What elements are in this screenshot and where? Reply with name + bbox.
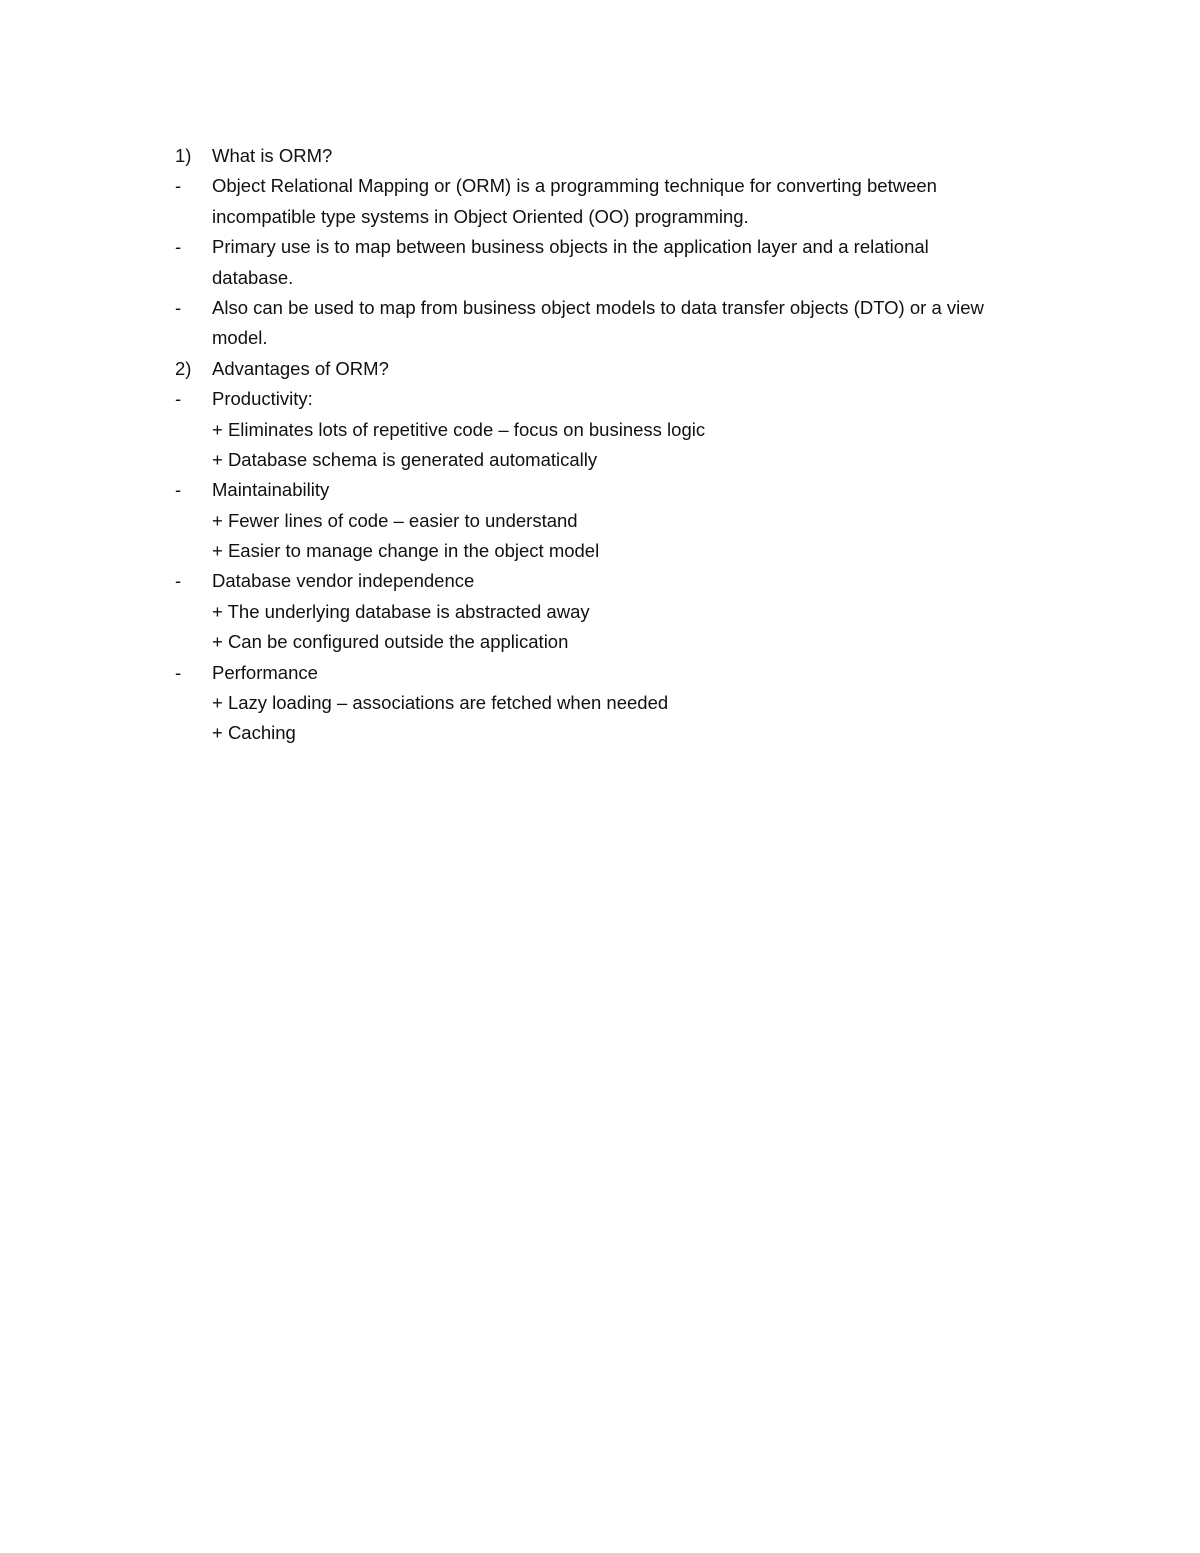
continuation-line (175, 323, 1055, 353)
sub-item-text: + Can be configured outside the application (212, 631, 569, 653)
continuation-text: database. (212, 266, 294, 288)
document-body (175, 141, 1055, 749)
sub-item-text: + Easier to manage change in the object model (212, 540, 600, 562)
heading-text: Advantages of ORM? (212, 357, 389, 379)
continuation-line (175, 263, 1055, 293)
sub-item-line (175, 445, 1055, 475)
continuation-text: incompatible type systems in Object Oriented (OO) programming. (212, 205, 749, 227)
bullet-line (175, 293, 1055, 323)
bullet-marker: - (175, 661, 182, 683)
bullet-text: Maintainability (212, 479, 330, 501)
continuation-text: model. (212, 327, 268, 349)
bullet-text: Also can be used to map from business object models to data transfer objects (DTO) or a view (212, 296, 984, 318)
bullet-marker: - (175, 570, 182, 592)
bullet-line (175, 384, 1055, 414)
list-marker: 1) (175, 145, 192, 166)
list-marker: 2) (175, 357, 192, 379)
bullet-line (175, 232, 1055, 262)
sub-item-text: + The underlying database is abstracted away (212, 600, 590, 622)
sub-item-line (175, 536, 1055, 566)
sub-item-line (175, 506, 1055, 536)
bullet-marker: - (175, 175, 182, 197)
bullet-marker: - (175, 479, 182, 501)
heading-text: What is ORM? (212, 145, 333, 166)
sub-item-text: + Database schema is generated automatically (212, 448, 598, 470)
bullet-marker: - (175, 388, 182, 410)
bullet-marker: - (175, 296, 182, 318)
bullet-marker: - (175, 236, 182, 258)
sub-item-text: + Eliminates lots of repetitive code – focus on business logic (212, 418, 706, 440)
sub-item-line (175, 627, 1055, 657)
heading-line (175, 354, 1055, 384)
bullet-text: Productivity: (212, 388, 313, 410)
bullet-line (175, 658, 1055, 688)
bullet-text: Performance (212, 661, 318, 683)
bullet-text: Database vendor independence (212, 570, 475, 592)
bullet-line (175, 566, 1055, 596)
sub-item-line (175, 415, 1055, 445)
sub-item-text: + Lazy loading – associations are fetched when needed (212, 692, 669, 714)
continuation-line (175, 202, 1055, 232)
sub-item-line (175, 718, 1055, 748)
sub-item-text: + Caching (212, 722, 296, 744)
sub-item-line (175, 688, 1055, 718)
sub-item-line (175, 597, 1055, 627)
bullet-line (175, 171, 1055, 201)
sub-item-text: + Fewer lines of code – easier to understand (212, 509, 578, 531)
bullet-text: Primary use is to map between business objects in the application layer and a relational (212, 236, 929, 258)
bullet-text: Object Relational Mapping or (ORM) is a programming technique for converting between (212, 175, 937, 197)
bullet-line (175, 475, 1055, 505)
heading-line (175, 141, 1055, 171)
